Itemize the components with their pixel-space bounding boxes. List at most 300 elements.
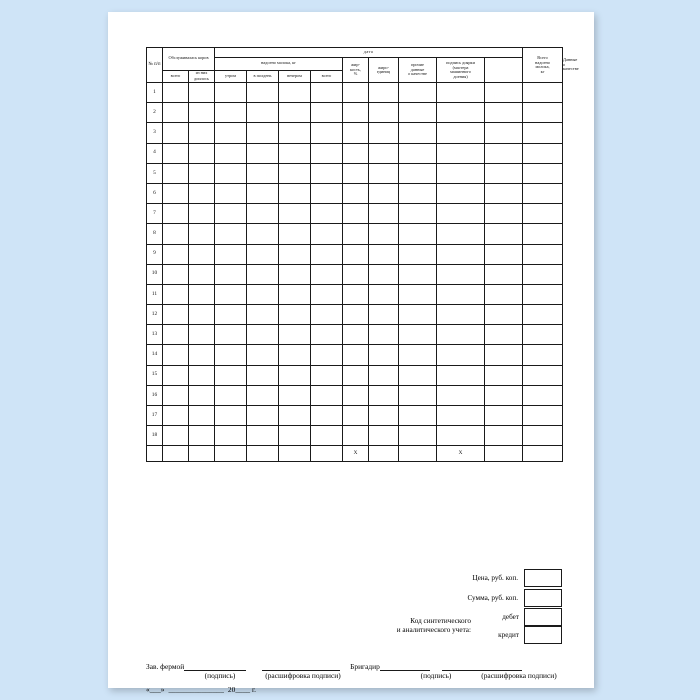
cell-morning[interactable] <box>215 264 247 284</box>
cell-signature[interactable] <box>437 103 485 123</box>
date-line <box>146 685 562 694</box>
cell-served-total[interactable] <box>163 163 189 183</box>
total-morning[interactable] <box>215 446 247 462</box>
cell-evening[interactable] <box>279 284 311 304</box>
cell-fat-units[interactable] <box>369 284 399 304</box>
cell-served-total[interactable] <box>163 83 189 103</box>
cell-signature[interactable] <box>437 244 485 264</box>
cell-fat-units[interactable] <box>369 385 399 405</box>
cell-morning[interactable] <box>215 143 247 163</box>
cell-signature[interactable] <box>437 345 485 365</box>
cell-served-milked[interactable] <box>189 284 215 304</box>
cell-evening[interactable] <box>279 183 311 203</box>
cell-milk-total[interactable] <box>311 163 343 183</box>
header-cell-total-milk: Всего надоено молока, кг <box>523 48 563 83</box>
cell-evening[interactable] <box>279 143 311 163</box>
cell-served-total[interactable] <box>163 264 189 284</box>
cell-served-total[interactable] <box>163 345 189 365</box>
cell-served-total[interactable] <box>163 204 189 224</box>
footer-summary <box>146 568 562 644</box>
cell-evening[interactable] <box>279 365 311 385</box>
cell-morning[interactable] <box>215 244 247 264</box>
table-row[interactable] <box>147 143 563 163</box>
cell-other-quality[interactable] <box>399 345 437 365</box>
cell-evening[interactable] <box>279 244 311 264</box>
caption-sign-2: (подпись) <box>420 671 452 680</box>
cell-quality-data[interactable] <box>523 183 563 203</box>
cell-fat[interactable] <box>343 385 369 405</box>
cell-other-quality[interactable] <box>399 204 437 224</box>
row-number: 3 <box>147 123 163 143</box>
sum-label: Сумма, руб. коп. <box>467 594 518 602</box>
cell-total-milk[interactable] <box>485 385 523 405</box>
cell-served-milked[interactable] <box>189 325 215 345</box>
cell-served-milked[interactable] <box>189 143 215 163</box>
cell-fat-units[interactable] <box>369 83 399 103</box>
total-milk-total[interactable] <box>311 446 343 462</box>
cell-quality-data[interactable] <box>523 83 563 103</box>
cell-midday[interactable] <box>247 123 279 143</box>
cell-other-quality[interactable] <box>399 83 437 103</box>
total-quality-data[interactable] <box>523 446 563 462</box>
cell-quality-data[interactable] <box>523 103 563 123</box>
cell-morning[interactable] <box>215 83 247 103</box>
cell-total-milk[interactable] <box>485 284 523 304</box>
cell-fat[interactable] <box>343 365 369 385</box>
cell-quality-data[interactable] <box>523 406 563 426</box>
cell-other-quality[interactable] <box>399 143 437 163</box>
row-number: 4 <box>147 143 163 163</box>
account-code-label: Код синтетического и аналитического учета: <box>396 617 471 634</box>
total-served-milked[interactable] <box>189 446 215 462</box>
cell-served-milked[interactable] <box>189 163 215 183</box>
cell-fat[interactable] <box>343 345 369 365</box>
header-cell-served-milked: из них доилось <box>189 71 215 83</box>
cell-served-milked[interactable] <box>189 365 215 385</box>
signature-captions <box>146 671 562 680</box>
cell-milk-total[interactable] <box>311 385 343 405</box>
cell-fat-units[interactable] <box>369 305 399 325</box>
date-day[interactable]: «___» <box>146 685 165 694</box>
cell-milk-total[interactable] <box>311 183 343 203</box>
total-total-milk[interactable] <box>485 446 523 462</box>
cell-quality-data[interactable] <box>523 325 563 345</box>
debit-value-box[interactable] <box>524 608 562 626</box>
brigadier-signature-line[interactable] <box>380 662 430 671</box>
cell-total-milk[interactable] <box>485 325 523 345</box>
cell-milk-total[interactable] <box>311 305 343 325</box>
cell-served-total[interactable] <box>163 305 189 325</box>
table-total-row <box>147 446 563 462</box>
cell-evening[interactable] <box>279 325 311 345</box>
cell-evening[interactable] <box>279 264 311 284</box>
farm-manager-label: Зав. фермой <box>146 662 185 671</box>
row-number: 18 <box>147 426 163 446</box>
cell-other-quality[interactable] <box>399 183 437 203</box>
row-number: 15 <box>147 365 163 385</box>
cell-other-quality[interactable] <box>399 365 437 385</box>
cell-total-milk[interactable] <box>485 103 523 123</box>
cell-other-quality[interactable] <box>399 284 437 304</box>
cell-morning[interactable] <box>215 305 247 325</box>
cell-served-milked[interactable] <box>189 123 215 143</box>
cell-quality-data[interactable] <box>523 123 563 143</box>
cell-milk-total[interactable] <box>311 224 343 244</box>
header-cell-date: дата <box>215 48 523 58</box>
table-row[interactable] <box>147 83 563 103</box>
cell-midday[interactable] <box>247 385 279 405</box>
cell-served-total[interactable] <box>163 103 189 123</box>
cell-fat[interactable] <box>343 83 369 103</box>
header-cell-evening: вечером <box>279 71 311 83</box>
cell-signature[interactable] <box>437 204 485 224</box>
cell-quality-data[interactable] <box>523 224 563 244</box>
cell-other-quality[interactable] <box>399 325 437 345</box>
cell-fat-units[interactable] <box>369 244 399 264</box>
cell-total-milk[interactable] <box>485 345 523 365</box>
header-cell-number: № п/п <box>147 48 163 83</box>
cell-evening[interactable] <box>279 103 311 123</box>
cell-fat[interactable] <box>343 143 369 163</box>
table-row[interactable] <box>147 406 563 426</box>
cell-milk-total[interactable] <box>311 365 343 385</box>
cell-evening[interactable] <box>279 163 311 183</box>
table-header-row-top: № п/п Обслуживалась коров дата Всего надоено молока, кг Данные о качестве <box>147 48 563 58</box>
cell-signature[interactable] <box>437 83 485 103</box>
cell-signature[interactable] <box>437 406 485 426</box>
table-row[interactable] <box>147 426 563 446</box>
farm-manager-signature-line[interactable] <box>184 662 246 671</box>
table-row[interactable] <box>147 103 563 123</box>
table-row[interactable] <box>147 244 563 264</box>
cell-evening[interactable] <box>279 426 311 446</box>
cell-milk-total[interactable] <box>311 143 343 163</box>
cell-morning[interactable] <box>215 123 247 143</box>
cell-quality-data[interactable] <box>523 284 563 304</box>
table-row[interactable] <box>147 204 563 224</box>
cell-morning[interactable] <box>215 345 247 365</box>
cell-quality-data[interactable] <box>523 305 563 325</box>
cell-other-quality[interactable] <box>399 305 437 325</box>
signature-line-row <box>146 662 562 671</box>
cell-milk-total[interactable] <box>311 103 343 123</box>
credit-value-box[interactable] <box>524 626 562 644</box>
cell-evening[interactable] <box>279 406 311 426</box>
cell-signature[interactable] <box>437 385 485 405</box>
cell-morning[interactable] <box>215 204 247 224</box>
cell-total-milk[interactable] <box>485 163 523 183</box>
cell-morning[interactable] <box>215 385 247 405</box>
cell-signature[interactable] <box>437 183 485 203</box>
cell-evening[interactable] <box>279 345 311 365</box>
cell-fat[interactable] <box>343 406 369 426</box>
cell-milk-total[interactable] <box>311 325 343 345</box>
cell-milk-total[interactable] <box>311 204 343 224</box>
document-page <box>108 12 594 694</box>
header-cell-signature: подпись доярки (мастера машинного доения) <box>437 58 485 83</box>
cell-evening[interactable] <box>279 305 311 325</box>
farm-manager-decode-line[interactable] <box>262 662 340 671</box>
cell-signature[interactable] <box>437 143 485 163</box>
cell-milk-total[interactable] <box>311 406 343 426</box>
cell-evening[interactable] <box>279 204 311 224</box>
cell-total-milk[interactable] <box>485 244 523 264</box>
table-row[interactable] <box>147 163 563 183</box>
row-number: 5 <box>147 163 163 183</box>
cell-quality-data[interactable] <box>523 204 563 224</box>
cell-fat-units[interactable] <box>369 426 399 446</box>
cell-quality-data[interactable] <box>523 385 563 405</box>
header-cell-fat: жир- кость, % <box>343 58 369 83</box>
cell-morning[interactable] <box>215 183 247 203</box>
cell-fat[interactable] <box>343 325 369 345</box>
table-row[interactable] <box>147 224 563 244</box>
cell-midday[interactable] <box>247 103 279 123</box>
cell-midday[interactable] <box>247 325 279 345</box>
cell-fat-units[interactable] <box>369 325 399 345</box>
cell-fat-units[interactable] <box>369 123 399 143</box>
cell-other-quality[interactable] <box>399 103 437 123</box>
table-row[interactable] <box>147 183 563 203</box>
cell-served-milked[interactable] <box>189 83 215 103</box>
row-number: 1 <box>147 83 163 103</box>
cell-signature[interactable] <box>437 224 485 244</box>
total-served-total[interactable] <box>163 446 189 462</box>
cell-morning[interactable] <box>215 365 247 385</box>
cell-served-total[interactable] <box>163 325 189 345</box>
total-fat-units[interactable] <box>369 446 399 462</box>
milk-record-table <box>146 47 579 462</box>
cell-served-milked[interactable] <box>189 224 215 244</box>
cell-midday[interactable] <box>247 305 279 325</box>
cell-evening[interactable] <box>279 385 311 405</box>
cell-other-quality[interactable] <box>399 123 437 143</box>
cell-signature[interactable] <box>437 123 485 143</box>
cell-other-quality[interactable] <box>399 163 437 183</box>
cell-evening[interactable] <box>279 224 311 244</box>
row-number: 11 <box>147 284 163 304</box>
cell-fat-units[interactable] <box>369 365 399 385</box>
cell-other-quality[interactable] <box>399 426 437 446</box>
cell-signature[interactable] <box>437 284 485 304</box>
cell-served-total[interactable] <box>163 284 189 304</box>
caption-decode-2: (расшифровка подписи) <box>481 671 557 680</box>
cell-fat[interactable] <box>343 224 369 244</box>
cell-fat[interactable] <box>343 204 369 224</box>
cell-midday[interactable] <box>247 183 279 203</box>
cell-midday[interactable] <box>247 426 279 446</box>
price-row <box>146 568 562 588</box>
cell-morning[interactable] <box>215 325 247 345</box>
cell-midday[interactable] <box>247 143 279 163</box>
cell-quality-data[interactable] <box>523 345 563 365</box>
date-month[interactable]: _______________ <box>168 685 224 694</box>
row-number: 8 <box>147 224 163 244</box>
cell-served-total[interactable] <box>163 406 189 426</box>
row-number: 16 <box>147 385 163 405</box>
cell-midday[interactable] <box>247 204 279 224</box>
price-value-box[interactable] <box>524 569 562 587</box>
cell-signature[interactable] <box>437 426 485 446</box>
cell-served-milked[interactable] <box>189 406 215 426</box>
sum-value-box[interactable] <box>524 589 562 607</box>
row-number: 6 <box>147 183 163 203</box>
cell-served-total[interactable] <box>163 183 189 203</box>
cell-other-quality[interactable] <box>399 406 437 426</box>
cell-milk-total[interactable] <box>311 264 343 284</box>
cell-quality-data[interactable] <box>523 365 563 385</box>
cell-fat[interactable] <box>343 305 369 325</box>
cell-quality-data[interactable] <box>523 244 563 264</box>
cell-fat-units[interactable] <box>369 103 399 123</box>
table-row[interactable] <box>147 123 563 143</box>
cell-served-total[interactable] <box>163 244 189 264</box>
credit-row <box>477 626 562 644</box>
cell-midday[interactable] <box>247 163 279 183</box>
cell-total-milk[interactable] <box>485 305 523 325</box>
cell-fat-units[interactable] <box>369 224 399 244</box>
cell-fat[interactable] <box>343 183 369 203</box>
cell-fat-units[interactable] <box>369 264 399 284</box>
cell-fat-units[interactable] <box>369 143 399 163</box>
cell-midday[interactable] <box>247 406 279 426</box>
total-midday[interactable] <box>247 446 279 462</box>
row-number: 17 <box>147 406 163 426</box>
cell-quality-data[interactable] <box>523 426 563 446</box>
cell-served-milked[interactable] <box>189 103 215 123</box>
total-fat-mark: X <box>343 446 369 462</box>
cell-morning[interactable] <box>215 426 247 446</box>
cell-total-milk[interactable] <box>485 365 523 385</box>
cell-fat[interactable] <box>343 426 369 446</box>
cell-signature[interactable] <box>437 325 485 345</box>
cell-other-quality[interactable] <box>399 264 437 284</box>
total-evening[interactable] <box>279 446 311 462</box>
cell-fat[interactable] <box>343 123 369 143</box>
cell-served-milked[interactable] <box>189 345 215 365</box>
total-other-quality[interactable] <box>399 446 437 462</box>
cell-signature[interactable] <box>437 264 485 284</box>
row-number: 10 <box>147 264 163 284</box>
cell-midday[interactable] <box>247 224 279 244</box>
cell-other-quality[interactable] <box>399 224 437 244</box>
cell-served-milked[interactable] <box>189 183 215 203</box>
cell-other-quality[interactable] <box>399 385 437 405</box>
table-row[interactable] <box>147 365 563 385</box>
cell-quality-data[interactable] <box>523 264 563 284</box>
cell-total-milk[interactable] <box>485 426 523 446</box>
cell-total-milk[interactable] <box>485 406 523 426</box>
cell-evening[interactable] <box>279 83 311 103</box>
cell-fat[interactable] <box>343 163 369 183</box>
cell-morning[interactable] <box>215 224 247 244</box>
cell-other-quality[interactable] <box>399 244 437 264</box>
cell-total-milk[interactable] <box>485 204 523 224</box>
cell-fat-units[interactable] <box>369 406 399 426</box>
cell-milk-total[interactable] <box>311 123 343 143</box>
cell-total-milk[interactable] <box>485 143 523 163</box>
cell-total-milk[interactable] <box>485 123 523 143</box>
cell-midday[interactable] <box>247 365 279 385</box>
brigadier-label: Бригадир <box>350 662 380 671</box>
debit-label: дебет <box>502 613 519 621</box>
cell-total-milk[interactable] <box>485 83 523 103</box>
cell-served-total[interactable] <box>163 224 189 244</box>
cell-served-total[interactable] <box>163 123 189 143</box>
table-row[interactable] <box>147 284 563 304</box>
cell-fat-units[interactable] <box>369 163 399 183</box>
cell-quality-data[interactable] <box>523 143 563 163</box>
cell-morning[interactable] <box>215 406 247 426</box>
cell-milk-total[interactable] <box>311 345 343 365</box>
cell-signature[interactable] <box>437 305 485 325</box>
cell-milk-total[interactable] <box>311 426 343 446</box>
cell-fat-units[interactable] <box>369 183 399 203</box>
cell-fat-units[interactable] <box>369 345 399 365</box>
debit-row <box>477 608 562 626</box>
cell-served-total[interactable] <box>163 385 189 405</box>
cell-midday[interactable] <box>247 83 279 103</box>
cell-midday[interactable] <box>247 264 279 284</box>
row-number: 2 <box>147 103 163 123</box>
cell-morning[interactable] <box>215 103 247 123</box>
cell-served-total[interactable] <box>163 426 189 446</box>
cell-total-milk[interactable] <box>485 264 523 284</box>
cell-midday[interactable] <box>247 244 279 264</box>
caption-decode-1: (расшифровка подписи) <box>265 671 341 680</box>
header-cell-other-quality: прочие данные о качестве <box>399 58 437 83</box>
cell-signature[interactable] <box>437 163 485 183</box>
cell-total-milk[interactable] <box>485 224 523 244</box>
cell-signature[interactable] <box>437 365 485 385</box>
cell-served-milked[interactable] <box>189 244 215 264</box>
cell-served-milked[interactable] <box>189 426 215 446</box>
cell-milk-total[interactable] <box>311 244 343 264</box>
cell-fat[interactable] <box>343 244 369 264</box>
cell-quality-data[interactable] <box>523 163 563 183</box>
row-number: 7 <box>147 204 163 224</box>
cell-fat[interactable] <box>343 284 369 304</box>
cell-served-total[interactable] <box>163 143 189 163</box>
table-row[interactable] <box>147 264 563 284</box>
cell-milk-total[interactable] <box>311 284 343 304</box>
cell-evening[interactable] <box>279 123 311 143</box>
table-row[interactable] <box>147 325 563 345</box>
cell-morning[interactable] <box>215 163 247 183</box>
row-number: 13 <box>147 325 163 345</box>
cell-served-total[interactable] <box>163 365 189 385</box>
cell-morning[interactable] <box>215 284 247 304</box>
cell-served-milked[interactable] <box>189 385 215 405</box>
cell-fat-units[interactable] <box>369 204 399 224</box>
cell-midday[interactable] <box>247 284 279 304</box>
cell-served-milked[interactable] <box>189 305 215 325</box>
cell-fat[interactable] <box>343 103 369 123</box>
cell-total-milk[interactable] <box>485 183 523 203</box>
brigadier-decode-line[interactable] <box>442 662 522 671</box>
table-row[interactable] <box>147 305 563 325</box>
cell-served-milked[interactable] <box>189 204 215 224</box>
total-signature-mark: X <box>437 446 485 462</box>
table-row[interactable] <box>147 345 563 365</box>
account-code-block <box>146 608 562 644</box>
cell-midday[interactable] <box>247 345 279 365</box>
cell-fat[interactable] <box>343 264 369 284</box>
cell-served-milked[interactable] <box>189 264 215 284</box>
cell-milk-total[interactable] <box>311 83 343 103</box>
date-year[interactable]: 20____ г. <box>227 685 256 694</box>
table-row[interactable] <box>147 385 563 405</box>
